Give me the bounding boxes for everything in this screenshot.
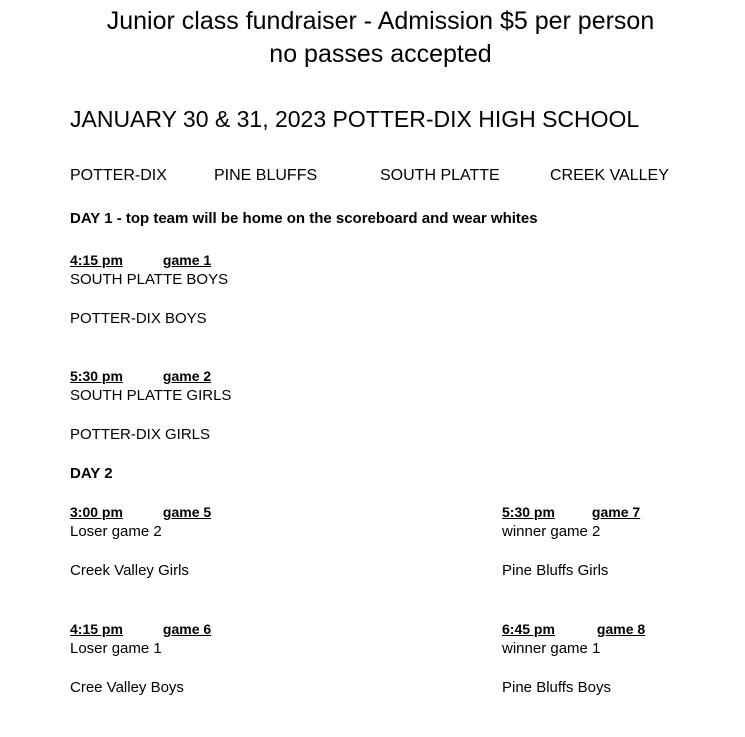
team-creek-valley: CREEK VALLEY bbox=[550, 167, 669, 184]
game2-label: game 2 bbox=[162, 368, 212, 384]
header-line-2: no passes accepted bbox=[269, 40, 492, 68]
game7-bottom-team: Pine Bluffs Girls bbox=[502, 562, 609, 579]
game7-time-line bbox=[502, 504, 640, 520]
game5-bottom-team: Creek Valley Girls bbox=[70, 562, 189, 579]
team-pine-bluffs: PINE BLUFFS bbox=[214, 167, 318, 184]
game2-top-team: SOUTH PLATTE GIRLS bbox=[70, 387, 232, 404]
day2-label: DAY 2 bbox=[70, 465, 113, 482]
day1-label: DAY 1 - top team will be home on the scoreboard and wear whites bbox=[70, 210, 538, 227]
game5-label: game 5 bbox=[162, 504, 212, 520]
game5-time-line bbox=[70, 504, 211, 520]
game8-time-line bbox=[502, 621, 645, 637]
game5-top-team: Loser game 2 bbox=[70, 523, 162, 540]
game8-time: 6:45 pm bbox=[502, 621, 555, 637]
game5-time: 3:00 pm bbox=[70, 504, 123, 520]
game6-top-team: Loser game 1 bbox=[70, 640, 162, 657]
game1-top-team: SOUTH PLATTE BOYS bbox=[70, 271, 229, 288]
game7-top-team: winner game 2 bbox=[502, 523, 601, 540]
game6-time: 4:15 pm bbox=[70, 621, 123, 637]
game6-time-line bbox=[70, 621, 211, 637]
game8-label: game 8 bbox=[596, 621, 646, 637]
game2-time-line bbox=[70, 368, 211, 384]
game7-time: 5:30 pm bbox=[502, 504, 555, 520]
game6-label: game 6 bbox=[162, 621, 212, 637]
game2-time: 5:30 pm bbox=[70, 368, 123, 384]
team-south-platte: SOUTH PLATTE bbox=[380, 167, 500, 184]
header-line-1: Junior class fundraiser - Admission $5 per person bbox=[106, 7, 655, 35]
team-potter-dix: POTTER-DIX bbox=[70, 167, 167, 184]
game8-top-team: winner game 1 bbox=[502, 640, 601, 657]
game1-time: 4:15 pm bbox=[70, 252, 123, 268]
game1-time-line bbox=[70, 252, 211, 268]
game6-bottom-team: Cree Valley Boys bbox=[70, 679, 184, 696]
game1-label: game 1 bbox=[162, 252, 212, 268]
event-title: JANUARY 30 & 31, 2023 POTTER-DIX HIGH SCHOOL bbox=[70, 106, 640, 132]
game8-bottom-team: Pine Bluffs Boys bbox=[502, 679, 611, 696]
game7-label: game 7 bbox=[591, 504, 641, 520]
game2-bottom-team: POTTER-DIX GIRLS bbox=[70, 426, 211, 443]
game1-bottom-team: POTTER-DIX BOYS bbox=[70, 310, 207, 327]
